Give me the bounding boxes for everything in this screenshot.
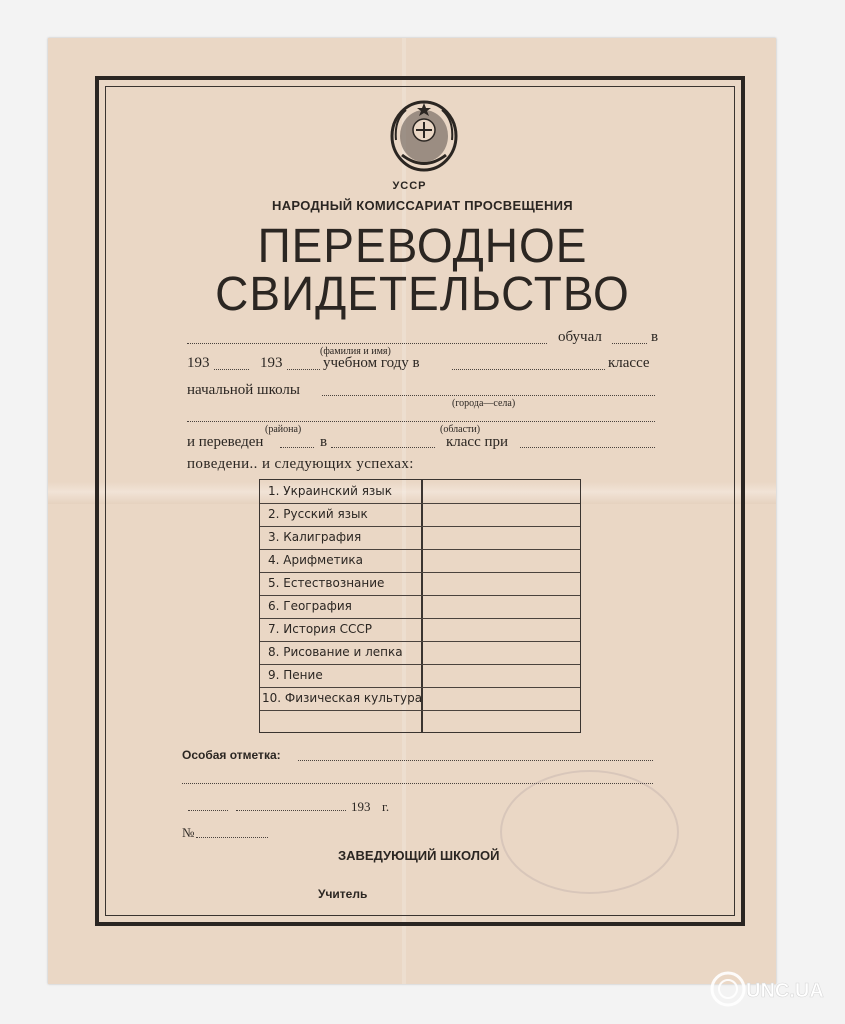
subject-name: 9. Пение: [268, 668, 323, 682]
table-row: [260, 572, 580, 596]
table-row: [260, 664, 580, 688]
name-hint: (фамилия и имя): [320, 346, 391, 357]
special-note-label: Особая отметка:: [182, 748, 281, 762]
day-field[interactable]: [188, 810, 228, 811]
title-line-1: ПЕРЕВОДНОЕ: [257, 217, 588, 273]
subject-name: 2. Русский язык: [268, 507, 368, 521]
table-row: [260, 595, 580, 619]
school-at-field[interactable]: [520, 447, 655, 448]
class-label: классе: [608, 355, 650, 371]
school-name-field[interactable]: [322, 395, 655, 396]
head-of-school-label: ЗАВЕДУЮЩИЙ ШКОЛОЙ: [338, 848, 500, 863]
subject-name: 1. Украинский язык: [268, 484, 393, 498]
new-class-field[interactable]: [331, 447, 435, 448]
table-row: [260, 480, 580, 504]
year-abbrev: г.: [382, 799, 390, 814]
table-row: [260, 526, 580, 550]
table-row: [260, 503, 580, 527]
year-suffix: 193: [351, 799, 371, 814]
subject-name: 7. История СССР: [268, 622, 372, 636]
month-field[interactable]: [236, 810, 346, 811]
ministry-heading: НАРОДНЫЙ КОМИССАРИАТ ПРОСВЕЩЕНИЯ: [272, 198, 573, 213]
studied-label: обучал: [558, 329, 602, 345]
subject-name: 8. Рисование и лепка: [268, 645, 403, 659]
name-field[interactable]: [187, 343, 547, 344]
region-hint: (области): [440, 424, 481, 435]
transferred-label: и переведен: [187, 434, 264, 450]
district-hint: (района): [265, 424, 302, 435]
subject-name: 10. Физическая культура: [262, 691, 423, 705]
in-label-2: в: [320, 434, 328, 450]
table-row: [260, 687, 580, 711]
year-start-field[interactable]: [214, 369, 249, 370]
republic-label: УССР: [392, 180, 427, 192]
transferred-field[interactable]: [280, 447, 314, 448]
year-prefix: 193: [187, 355, 210, 371]
table-row: [260, 549, 580, 573]
table-row: [260, 618, 580, 642]
state-emblem-icon: [388, 100, 460, 175]
subject-name: 5. Естествознание: [268, 576, 385, 590]
in-label: в: [651, 329, 659, 345]
subject-name: 4. Арифметика: [268, 553, 363, 567]
title-line-2: СВИДЕТЕЛЬСТВО: [215, 265, 630, 321]
watermark-text: UNC.UA: [746, 980, 824, 1002]
class-number-field[interactable]: [452, 369, 605, 370]
special-note-field[interactable]: [298, 760, 653, 761]
class-at-label: класс при: [446, 434, 509, 450]
teacher-label: Учитель: [318, 887, 368, 901]
number-sign: №: [182, 825, 195, 840]
studied-field[interactable]: [612, 343, 647, 344]
grades-table: [259, 479, 581, 733]
year-end-field[interactable]: [287, 369, 320, 370]
primary-school-label: начальной школы: [187, 382, 300, 398]
subject-name: 3. Калиграфия: [268, 530, 362, 544]
school-year-label: учебном году в: [323, 355, 420, 371]
table-row: [260, 641, 580, 665]
subject-name: 6. География: [268, 599, 352, 613]
city-hint: (города—села): [452, 398, 516, 409]
watermark-logo: [706, 965, 824, 1015]
behavior-label: поведени.. и следующих успехах:: [187, 456, 414, 472]
number-field[interactable]: [196, 837, 268, 838]
year-prefix-2: 193: [260, 355, 283, 371]
faded-stamp: [500, 770, 679, 894]
district-region-field[interactable]: [187, 421, 655, 422]
